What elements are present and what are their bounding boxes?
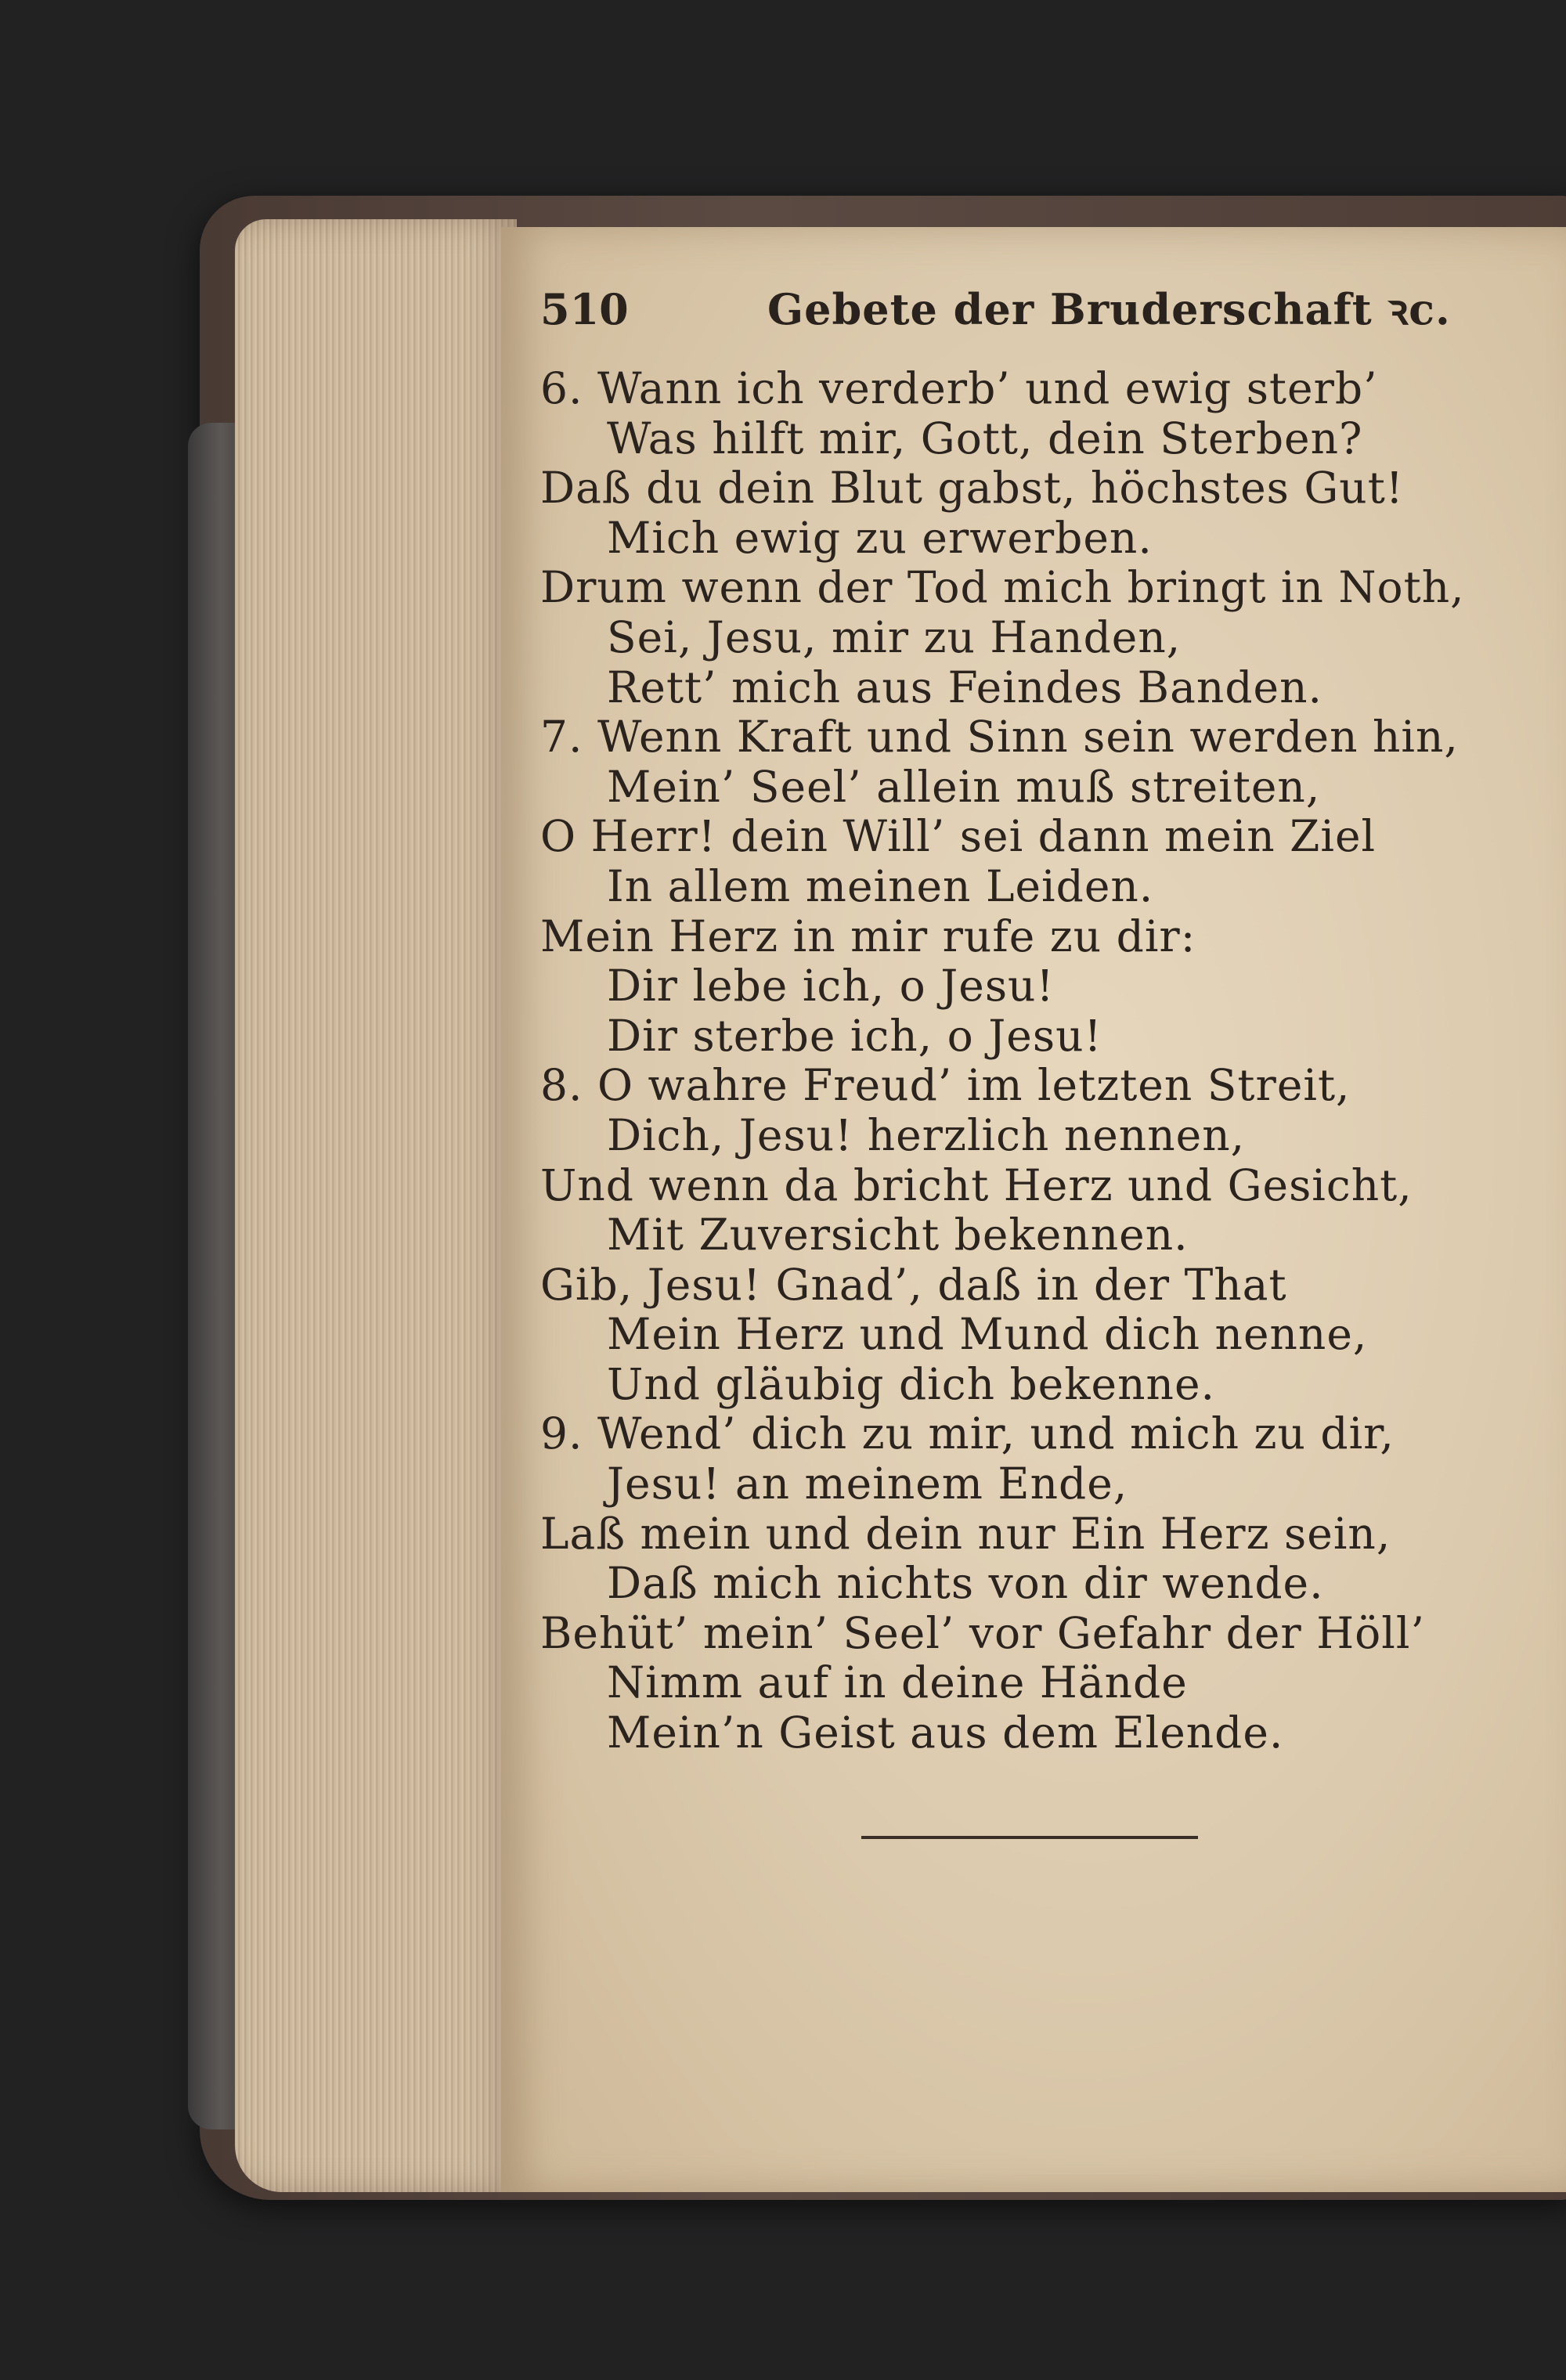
verse-line: Daß mich nichts von dir wende. <box>607 1559 1324 1609</box>
page-fore-edge <box>235 219 517 2192</box>
verse-line: Mein’n Geist aus dem Elende. <box>607 1708 1284 1758</box>
verse-line: Drum wenn der Tod mich bringt in Noth, <box>540 563 1465 613</box>
verse-line: 7. Wenn Kraft und Sinn sein werden hin, <box>540 712 1459 763</box>
verse-line: Mein’ Seel’ allein muß streiten, <box>607 762 1321 812</box>
verse-line: Was hilft mir, Gott, dein Sterben? <box>607 413 1363 463</box>
verse-line: In allem meinen Leiden. <box>607 861 1154 911</box>
verse-line: Mein Herz in mir rufe zu dir: <box>540 911 1196 961</box>
verse-line: Rett’ mich aus Feindes Banden. <box>607 662 1322 712</box>
closing-rule <box>861 1836 1198 1839</box>
verse-line: Und gläubig dich bekenne. <box>607 1359 1215 1409</box>
verse-line: Mit Zuversicht bekennen. <box>607 1210 1189 1260</box>
verse-line: Dich, Jesu! herzlich nennen, <box>607 1110 1246 1160</box>
verse-line: Gib, Jesu! Gnad’, daß in der That <box>540 1260 1287 1310</box>
verse-line: 8. O wahre Freud’ im letzten Streit, <box>540 1061 1351 1111</box>
verse-line: O Herr! dein Will’ sei dann mein Ziel <box>540 812 1377 862</box>
page-number: 510 <box>540 284 629 334</box>
verse-line: Mein Herz und Mund dich nenne, <box>607 1310 1368 1360</box>
verse-line: Sei, Jesu, mir zu Handen, <box>607 612 1182 662</box>
verse-line: Dir lebe ich, o Jesu! <box>607 961 1055 1012</box>
verse-line: Mich ewig zu erwerben. <box>607 513 1153 563</box>
verse-line: Nimm auf in deine Hände <box>607 1658 1188 1708</box>
verse-line: 9. Wend’ dich zu mir, und mich zu dir, <box>540 1409 1395 1459</box>
verse-line: Laß mein und dein nur Ein Herz sein, <box>540 1509 1391 1559</box>
verse-line: Jesu! an meinem Ende, <box>607 1459 1128 1509</box>
verse-line: Und wenn da bricht Herz und Gesicht, <box>540 1160 1413 1210</box>
verse-line: Behüt’ mein’ Seel’ vor Gefahr der Höll’ <box>540 1608 1425 1658</box>
running-head: Gebete der Bruderschaft ꝛc. <box>767 284 1451 334</box>
page-header <box>540 282 1519 337</box>
verse-line: Dir sterbe ich, o Jesu! <box>607 1011 1102 1061</box>
verse-line: 6. Wann ich verderb’ und ewig sterb’ <box>540 364 1378 413</box>
hymn-verses <box>540 364 1550 1758</box>
verse-line: Daß du dein Blut gabst, höchstes Gut! <box>540 463 1404 514</box>
